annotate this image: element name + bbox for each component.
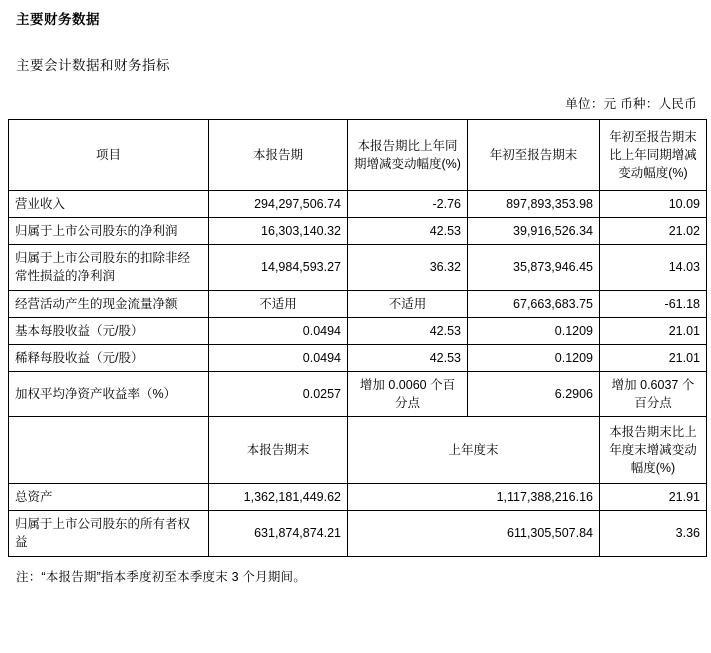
col-header-prior-year-end: 上年度末 bbox=[348, 417, 600, 484]
row-prior-year-end: 611,305,507.84 bbox=[348, 511, 600, 556]
table-row bbox=[9, 371, 707, 416]
row-ytd: 897,893,353.98 bbox=[468, 191, 600, 218]
col-header-ytd: 年初至报告期末 bbox=[468, 120, 600, 191]
row-ytd: 0.1209 bbox=[468, 317, 600, 344]
row-balance-change: 3.36 bbox=[600, 511, 707, 556]
row-current-period: 0.0494 bbox=[209, 317, 348, 344]
row-current-period: 0.0257 bbox=[209, 371, 348, 416]
row-label: 归属于上市公司股东的净利润 bbox=[9, 218, 209, 245]
table-row bbox=[9, 484, 707, 511]
row-label: 总资产 bbox=[9, 484, 209, 511]
row-label: 稀释每股收益（元/股） bbox=[9, 344, 209, 371]
row-ytd-change: 21.01 bbox=[600, 344, 707, 371]
col-header-ytd-change: 年初至报告期末比上年同期增减变动幅度(%) bbox=[600, 120, 707, 191]
row-current-change: 增加 0.0060 个百分点 bbox=[348, 371, 468, 416]
document-page bbox=[0, 8, 711, 653]
row-ytd-change: -61.18 bbox=[600, 290, 707, 317]
col-header-current-change: 本报告期比上年同期增减变动幅度(%) bbox=[348, 120, 468, 191]
col-header-blank bbox=[9, 417, 209, 484]
page-title: 主要财务数据 bbox=[16, 12, 100, 27]
row-ytd: 0.1209 bbox=[468, 344, 600, 371]
row-label: 归属于上市公司股东的扣除非经常性损益的净利润 bbox=[9, 245, 209, 290]
main-financial-table bbox=[8, 119, 707, 557]
row-ytd-change: 21.02 bbox=[600, 218, 707, 245]
table-row bbox=[9, 290, 707, 317]
col-header-current-period: 本报告期 bbox=[209, 120, 348, 191]
table-row bbox=[9, 344, 707, 371]
unit-currency-line: 单位：元 币种：人民币 bbox=[565, 97, 697, 111]
table-note: 注：“本报告期”指本季度初至本季度末 3 个月期间。 bbox=[16, 569, 306, 584]
row-current-period: 294,297,506.74 bbox=[209, 191, 348, 218]
row-label: 基本每股收益（元/股） bbox=[9, 317, 209, 344]
row-current-period: 不适用 bbox=[209, 290, 348, 317]
table-header-row bbox=[9, 120, 707, 191]
section-title: 主要会计数据和财务指标 bbox=[16, 58, 170, 73]
row-current-period: 16,303,140.32 bbox=[209, 218, 348, 245]
table-row bbox=[9, 245, 707, 290]
row-ytd: 67,663,683.75 bbox=[468, 290, 600, 317]
row-current-period: 14,984,593.27 bbox=[209, 245, 348, 290]
row-balance-change: 21.91 bbox=[600, 484, 707, 511]
row-label: 归属于上市公司股东的所有者权益 bbox=[9, 511, 209, 556]
table-row bbox=[9, 317, 707, 344]
row-ytd: 6.2906 bbox=[468, 371, 600, 416]
row-period-end: 1,362,181,449.62 bbox=[209, 484, 348, 511]
row-current-change: -2.76 bbox=[348, 191, 468, 218]
table-row bbox=[9, 218, 707, 245]
col-header-balance-change: 本报告期末比上年度末增减变动幅度(%) bbox=[600, 417, 707, 484]
row-current-change: 42.53 bbox=[348, 218, 468, 245]
row-ytd: 35,873,946.45 bbox=[468, 245, 600, 290]
table-row bbox=[9, 511, 707, 556]
row-current-change: 42.53 bbox=[348, 344, 468, 371]
row-prior-year-end: 1,117,388,216.16 bbox=[348, 484, 600, 511]
row-label: 加权平均净资产收益率（%） bbox=[9, 371, 209, 416]
row-current-change: 不适用 bbox=[348, 290, 468, 317]
col-header-item: 项目 bbox=[9, 120, 209, 191]
row-current-change: 36.32 bbox=[348, 245, 468, 290]
row-ytd-change: 10.09 bbox=[600, 191, 707, 218]
row-label: 经营活动产生的现金流量净额 bbox=[9, 290, 209, 317]
col-header-period-end: 本报告期末 bbox=[209, 417, 348, 484]
row-label: 营业收入 bbox=[9, 191, 209, 218]
balance-header-row bbox=[9, 417, 707, 484]
table-row bbox=[9, 191, 707, 218]
row-ytd: 39,916,526.34 bbox=[468, 218, 600, 245]
row-ytd-change: 21.01 bbox=[600, 317, 707, 344]
row-ytd-change: 增加 0.6037 个百分点 bbox=[600, 371, 707, 416]
row-period-end: 631,874,874.21 bbox=[209, 511, 348, 556]
row-ytd-change: 14.03 bbox=[600, 245, 707, 290]
row-current-period: 0.0494 bbox=[209, 344, 348, 371]
row-current-change: 42.53 bbox=[348, 317, 468, 344]
